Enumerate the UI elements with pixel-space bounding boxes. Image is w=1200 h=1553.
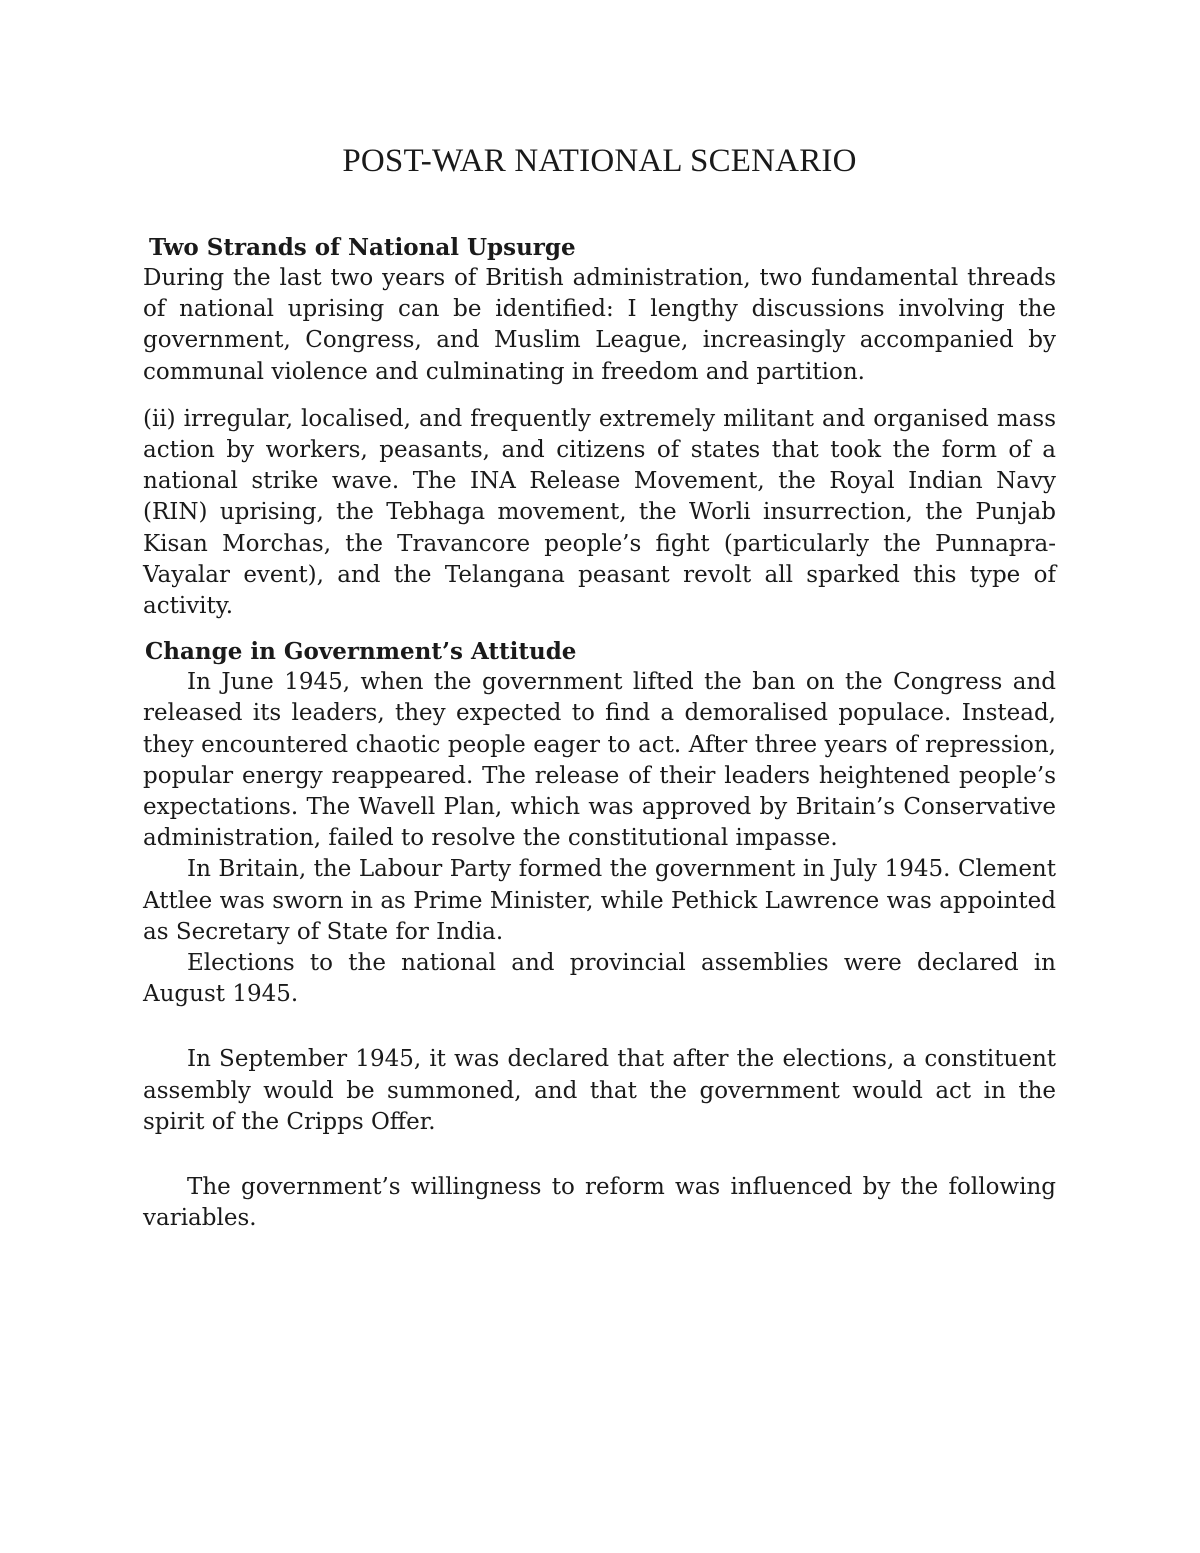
paragraph: The government’s willingness to reform was influenced by the following variables.: [143, 1174, 1056, 1232]
section-heading-government-attitude: Change in Government’s Attitude: [145, 638, 577, 666]
paragraph: (ii) irregular, localised, and frequently extremely militant and organised mass action by workers, peasants, and citizens of states that took the form of a national strike wave. The INA Release Movement, the Royal Indian Navy (RIN) uprising, the Tebhaga movement, the Worli insurrection, the Punjab Kisan Morchas, the Travancore people’s fight (particularly the Punnapra-Vayalar event), and the Telangana peasant revolt all sparked this type of activity.: [143, 405, 1056, 620]
paragraph: Elections to the national and provincial assemblies were declared in August 1945.: [143, 950, 1056, 1008]
section-heading-two-strands: Two Strands of National Upsurge: [149, 234, 576, 261]
paragraph: In June 1945, when the government lifted the ban on the Congress and released its leaders, they expected to find a demoralised populace. Instead, they encountered chaotic people eager to act. After three years of repression, popular energy reappeared. The release of their leaders heightened people’s expectations. The Wavell Plan, which was approved by Britain’s Conservative administration, failed to resolve the constitutional impasse.: [143, 669, 1056, 852]
paragraph: In Britain, the Labour Party formed the government in July 1945. Clement Attlee was sworn in as Prime Minister, while Pethick Lawrence was appointed as Secretary of State for India.: [143, 856, 1056, 945]
paragraph: In September 1945, it was declared that after the elections, a constituent assembly would be summoned, and that the government would act in the spirit of the Cripps Offer.: [143, 1046, 1056, 1135]
document-body: [143, 232, 1056, 1234]
document-title: POST-WAR NATIONAL SCENARIO: [342, 143, 857, 179]
paragraph: During the last two years of British administration, two fundamental threads of national uprising can be identified: I lengthy discussions involving the government, Congress, and Muslim League, increasingly accompanied by communal violence and culminating in freedom and partition.: [143, 265, 1056, 385]
